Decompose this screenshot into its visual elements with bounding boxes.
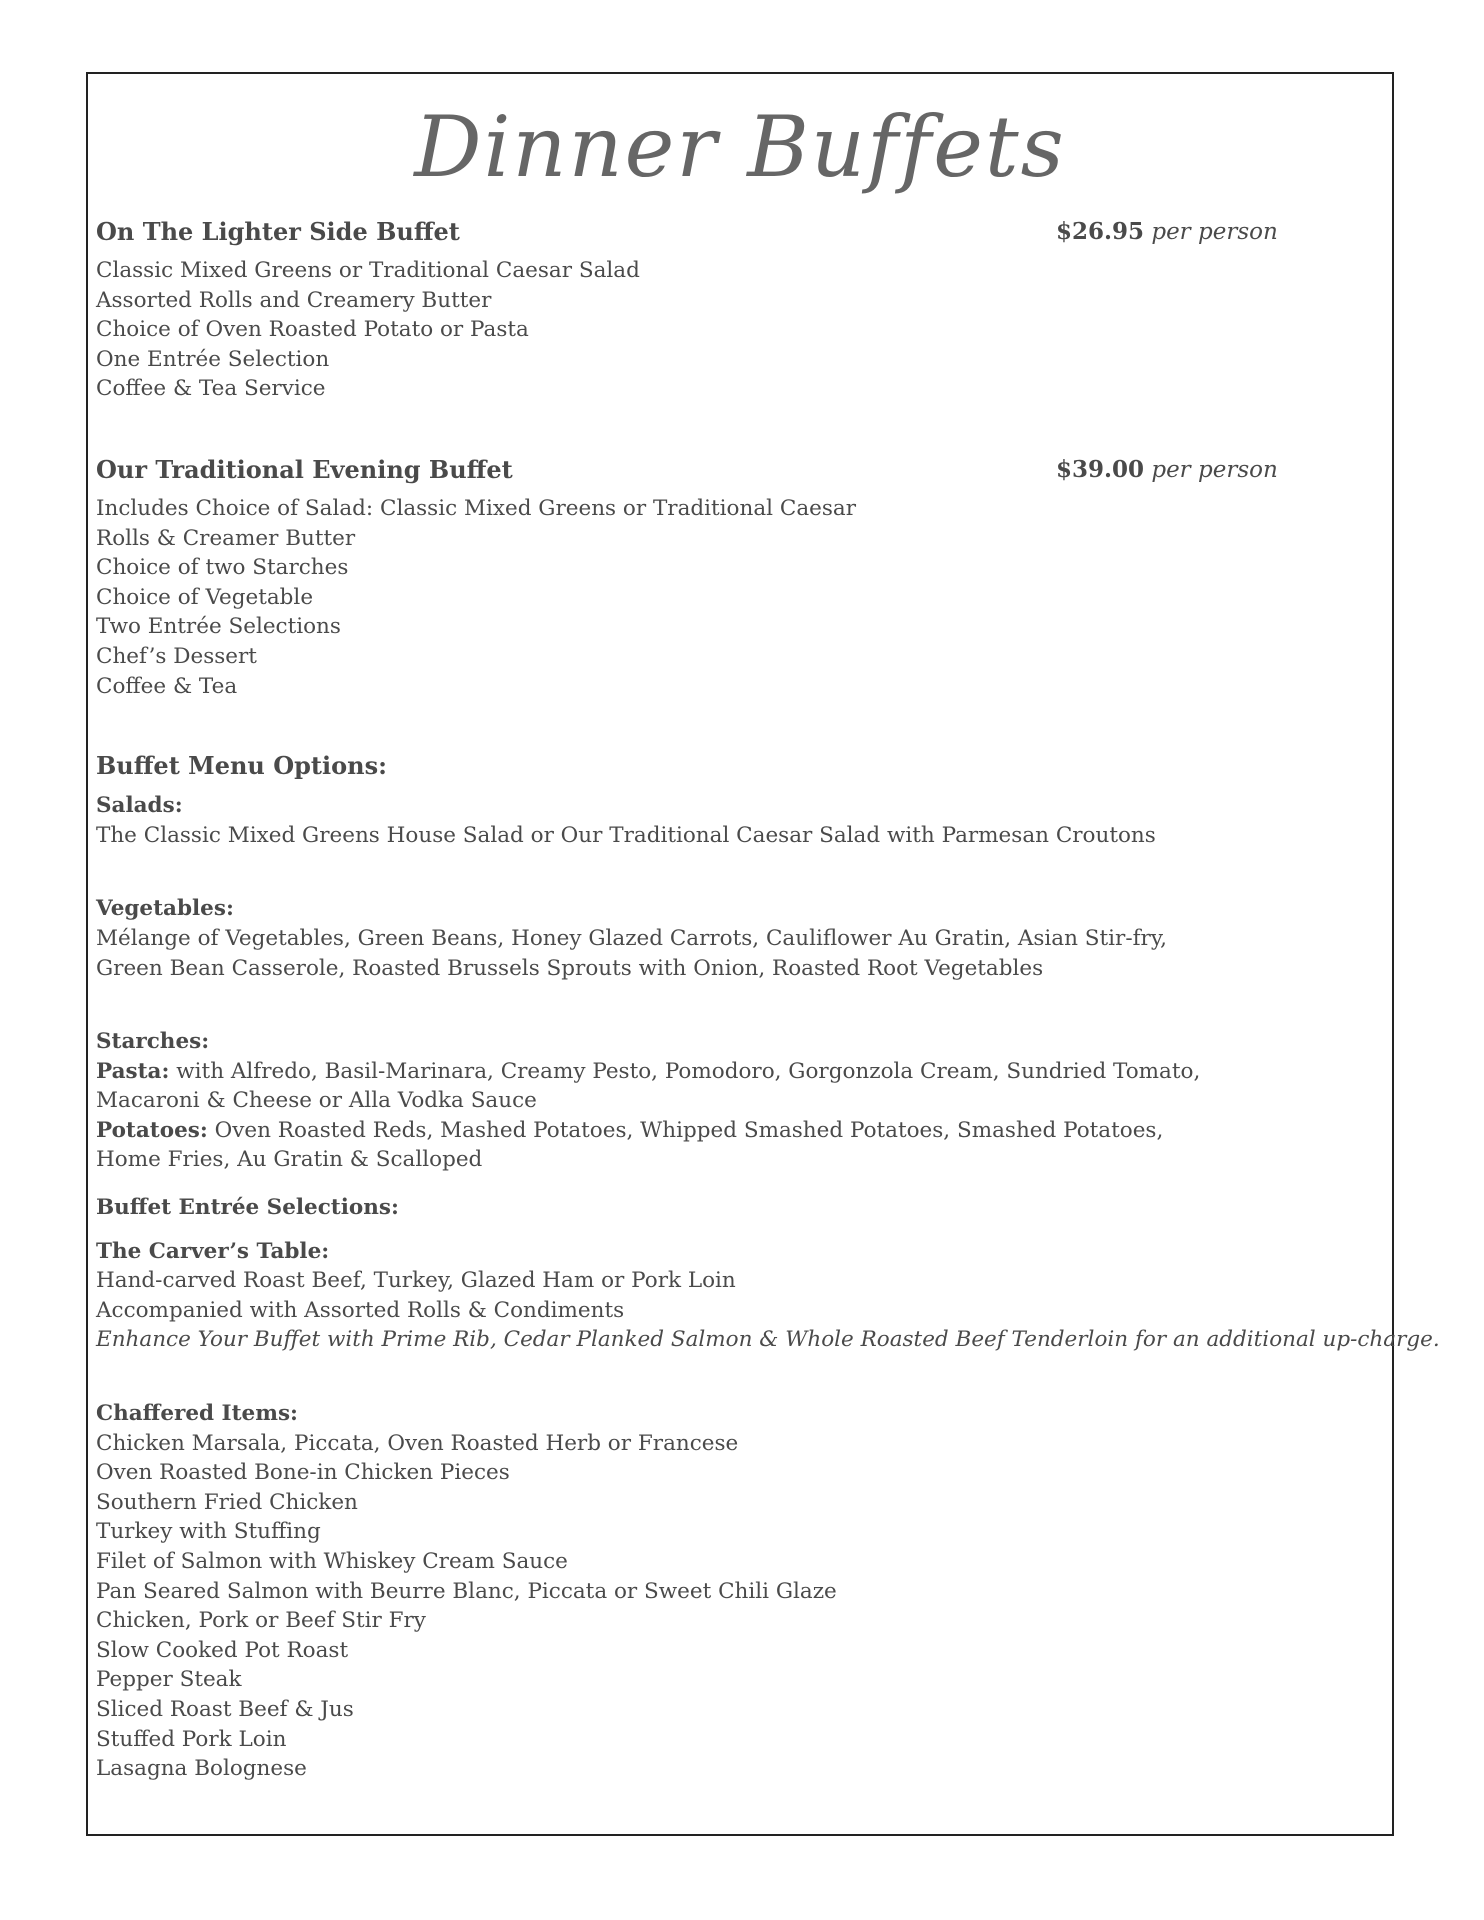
- pasta-label: Pasta:: [96, 1058, 170, 1084]
- list-item: Slow Cooked Pot Roast: [96, 1637, 349, 1663]
- pasta-line: [96, 1057, 1384, 1087]
- options-title: Buffet Menu Options:: [96, 751, 387, 781]
- potatoes-text: Oven Roasted Reds, Mashed Potatoes, Whipped Smashed Potatoes, Smashed Potatoes,: [207, 1117, 1164, 1143]
- potatoes-line-2: Home Fries, Au Gratin & Scalloped: [96, 1147, 483, 1173]
- pasta-line-2: Macaroni & Cheese or Alla Vodka Sauce: [96, 1088, 537, 1114]
- page-title: Dinner Buffets: [414, 98, 1066, 196]
- buffet-header-traditional-evening: [96, 450, 1384, 490]
- list-item: Chicken Marsala, Piccata, Oven Roasted Herb or Francese: [96, 1430, 739, 1456]
- list-item: Choice of two Starches: [96, 555, 349, 581]
- buffet-price: [1056, 212, 1278, 252]
- list-item: Classic Mixed Greens or Traditional Caesar Salad: [96, 258, 640, 283]
- price-amount: $39.00: [1056, 455, 1145, 483]
- list-item: Turkey with Stuffing: [96, 1519, 321, 1545]
- list-item: Coffee & Tea Service: [96, 376, 326, 402]
- list-item: Includes Choice of Salad: Classic Mixed Greens or Traditional Caesar: [96, 495, 856, 521]
- list-item: Choice of Oven Roasted Potato or Pasta: [96, 317, 529, 343]
- price-unit: per person: [1151, 219, 1278, 245]
- buffet-name: Our Traditional Evening Buffet: [96, 454, 513, 484]
- list-item: Pan Seared Salmon with Beurre Blanc, Piccata or Sweet Chili Glaze: [96, 1578, 837, 1604]
- menu-content: [96, 74, 1440, 1784]
- menu-frame: [86, 72, 1440, 1836]
- potatoes-label: Potatoes:: [96, 1117, 208, 1143]
- vegetables-label: Vegetables:: [96, 896, 234, 922]
- list-item: Stuffed Pork Loin: [96, 1726, 287, 1752]
- salads-label: Salads:: [96, 793, 183, 819]
- list-item: Lasagna Bolognese: [96, 1756, 307, 1782]
- entrees-title: Buffet Entrée Selections:: [96, 1195, 399, 1221]
- price-amount: $26.95: [1056, 218, 1145, 245]
- list-item: Filet of Salmon with Whiskey Cream Sauce: [96, 1549, 568, 1574]
- list-item: Choice of Vegetable: [96, 584, 314, 610]
- buffet-price: [1056, 450, 1278, 490]
- list-item: Oven Roasted Bone-in Chicken Pieces: [96, 1460, 510, 1486]
- carver-line: Accompanied with Assorted Rolls & Condiments: [96, 1297, 625, 1323]
- list-item: Pepper Steak: [96, 1667, 242, 1693]
- buffet-name: On The Lighter Side Buffet: [96, 217, 460, 246]
- vegetables-line: Green Bean Casserole, Roasted Brussels Sprouts with Onion, Roasted Root Vegetables: [96, 955, 1044, 981]
- starches-label: Starches:: [96, 1029, 210, 1055]
- chaffered-label: Chaffered Items:: [96, 1401, 298, 1427]
- price-unit: per person: [1151, 456, 1278, 483]
- list-item: One Entrée Selection: [96, 346, 330, 372]
- list-item: Rolls & Creamer Butter: [96, 525, 356, 551]
- list-item: Chef’s Dessert: [96, 643, 257, 669]
- pasta-text: with Alfredo, Basil-Marinara, Creamy Pesto, Pomodoro, Gorgonzola Cream, Sundried Tomato,: [169, 1058, 1201, 1084]
- list-item: Assorted Rolls and Creamery Butter: [96, 287, 492, 313]
- buffet-items-lighter-side: [96, 256, 1384, 404]
- list-item: Sliced Roast Beef & Jus: [96, 1696, 354, 1722]
- buffet-header-lighter-side: [96, 212, 1384, 252]
- vegetables-line: Mélange of Vegetables, Green Beans, Honey Glazed Carrots, Cauliflower Au Gratin, Asian Stir-fry,: [96, 925, 1167, 951]
- list-item: Chicken, Pork or Beef Stir Fry: [96, 1608, 426, 1634]
- list-item: Two Entrée Selections: [96, 614, 341, 640]
- list-item: Coffee & Tea: [96, 673, 238, 699]
- carver-line: Hand-carved Roast Beef, Turkey, Glazed Ham or Pork Loin: [96, 1268, 736, 1294]
- carver-note: Enhance Your Buffet with Prime Rib, Cedar Planked Salmon & Whole Roasted Beef Tenderloin for an additional up-charge.: [96, 1327, 1440, 1353]
- salads-line: The Classic Mixed Greens House Salad or Our Traditional Caesar Salad with Parmesan Croutons: [96, 822, 1156, 848]
- carver-label: The Carver’s Table:: [96, 1238, 330, 1264]
- buffet-items-traditional-evening: [96, 494, 1384, 701]
- potatoes-line: [96, 1116, 1384, 1146]
- list-item: Southern Fried Chicken: [96, 1489, 358, 1515]
- chaffered-items: [96, 1429, 1384, 1784]
